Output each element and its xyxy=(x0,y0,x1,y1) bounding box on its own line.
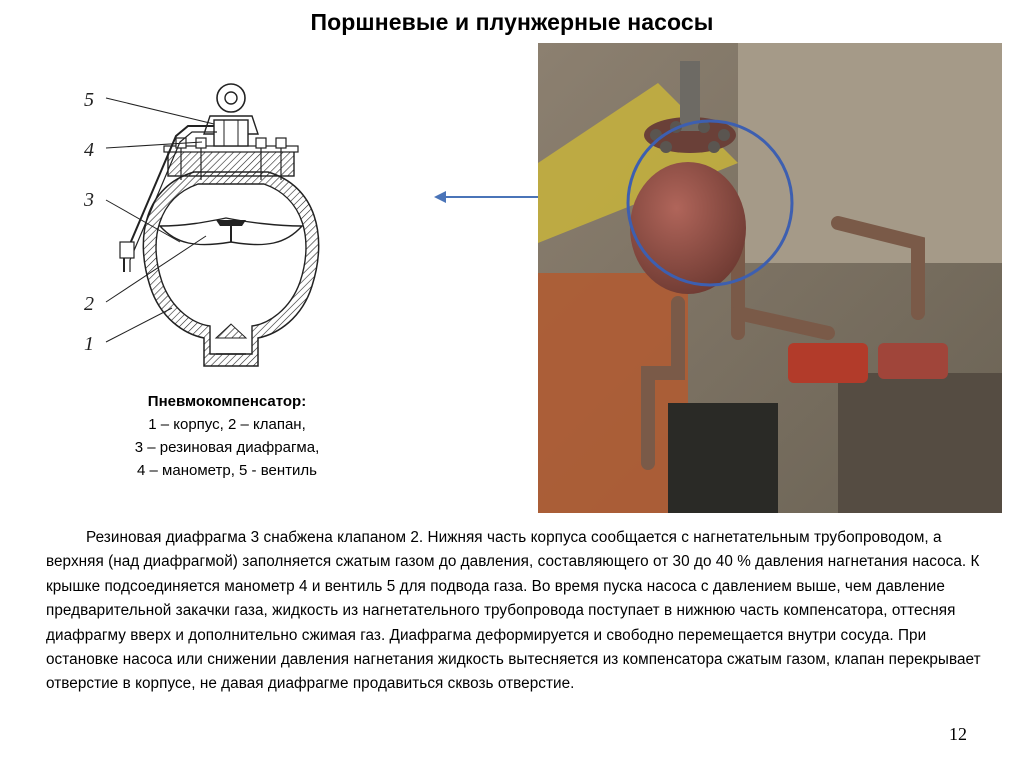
description-text xyxy=(46,526,986,697)
label-3: 3 xyxy=(84,189,94,211)
label-2: 2 xyxy=(84,293,94,315)
label-1: 1 xyxy=(84,333,94,355)
caption-title: Пневмокомпенсатор: xyxy=(147,393,307,410)
description-paragraph: Резиновая диафрагма 3 снабжена клапаном 2. Нижняя часть корпуса сообщается с нагнетательным трубопроводом, а верхняя (над диафрагмой) заполняется сжатым газом до давления, составляющего от 30 до 40 % давления нагнетания насоса. К крышке подсоединяется манометр 4 и вентиль 5 для подвода газа. Во время пуска насоса с давлением выше, чем давление предварительной закачки газа, жидкость из нагнетательного трубопровода поступает в нижнюю часть компенсатора, оттесняя диафрагму вверх и дополнительно сжимая газ. Диафрагма деформируется и свободно перемещается внутри сосуда. При остановке насоса или снижении давления нагнетания жидкость вытесняется из компенсатора сжатым газом, клапан перекрывает отверстие в корпусе, не давая диафрагме продавиться сквозь отверстие. xyxy=(46,529,981,693)
caption-line: 3 – резиновая диафрагма, xyxy=(134,439,320,456)
caption-line: 4 – манометр, 5 - вентиль xyxy=(137,462,317,479)
diagram-caption xyxy=(92,390,362,482)
page-number: 12 xyxy=(949,724,967,744)
label-4: 4 xyxy=(84,139,94,161)
valve-block xyxy=(214,120,248,146)
lid xyxy=(168,150,294,176)
label-5: 5 xyxy=(84,89,94,111)
compensator-diagram xyxy=(76,76,366,386)
slide-title: Поршневые и плунжерные насосы xyxy=(310,9,714,35)
pointer-arrow-icon xyxy=(432,185,542,209)
compensator-photo xyxy=(538,43,1002,513)
caption-line: 1 – корпус, 2 – клапан, xyxy=(148,416,306,433)
